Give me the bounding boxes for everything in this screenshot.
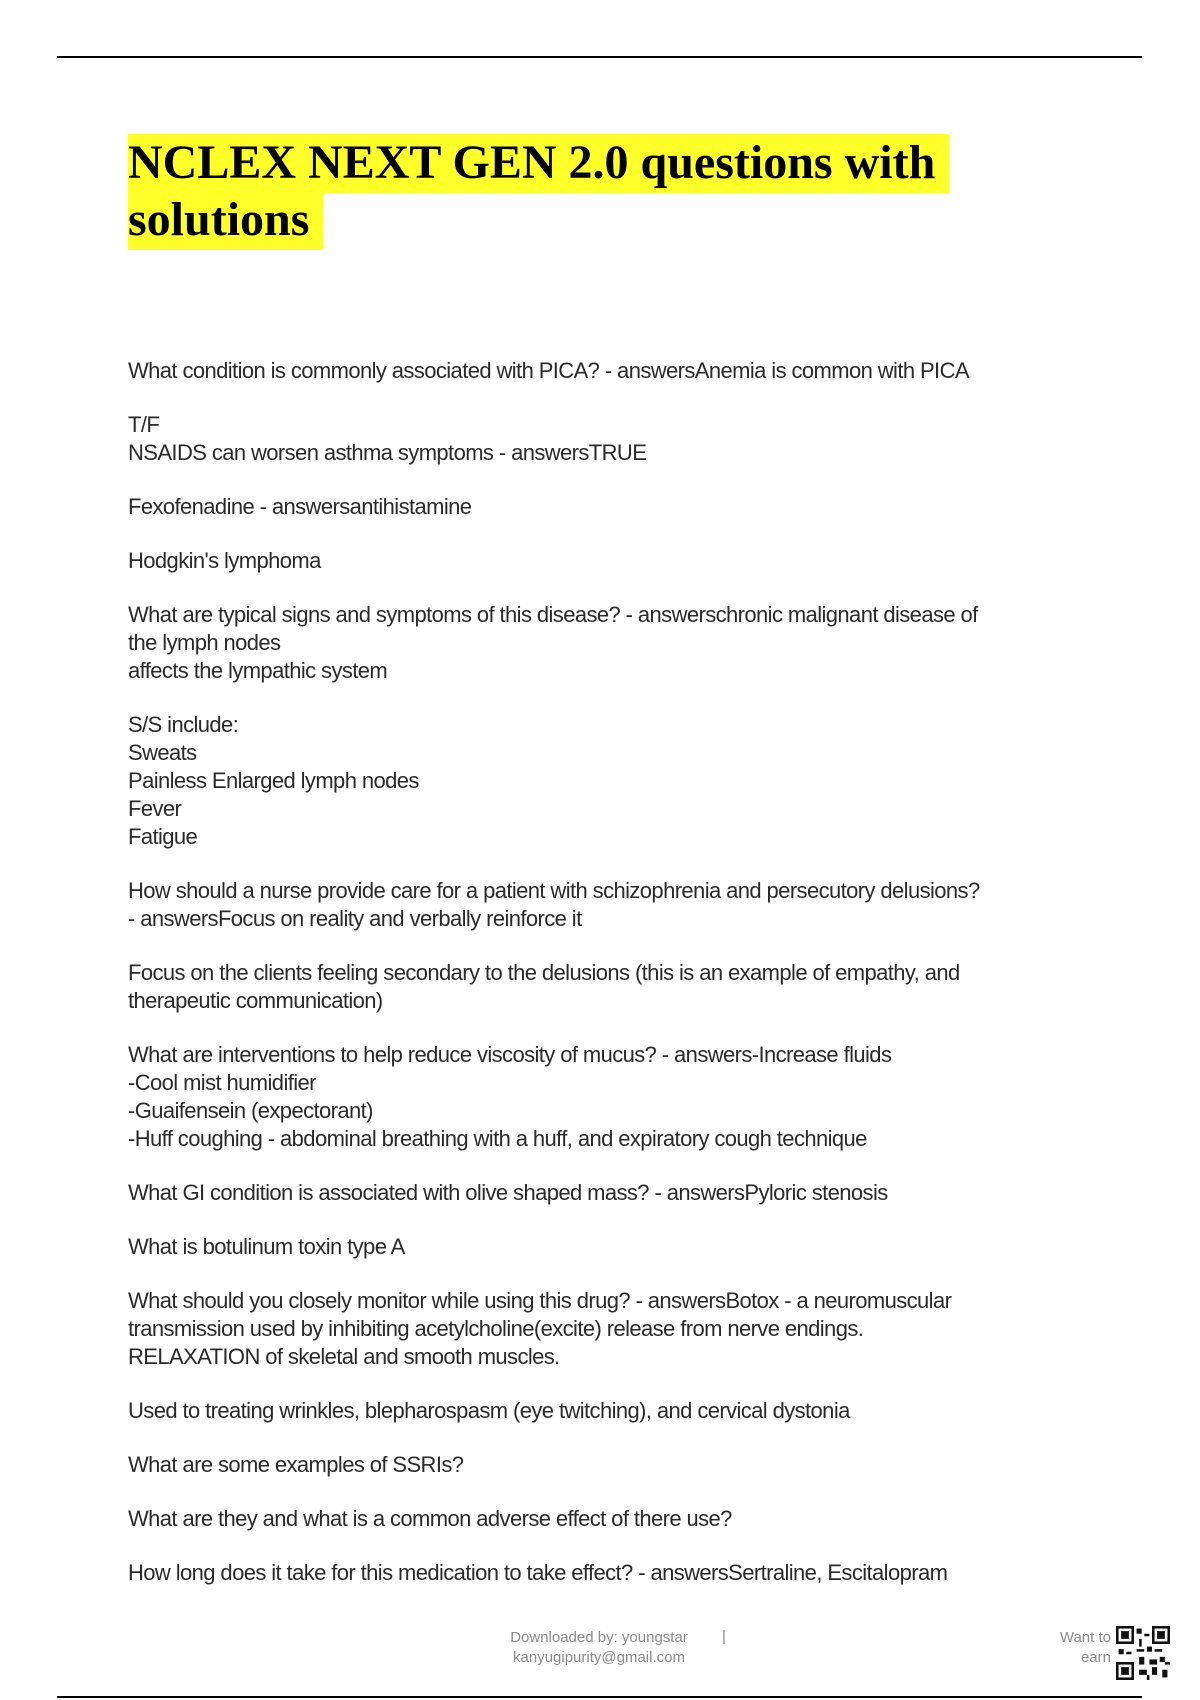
- document-body: [128, 357, 1088, 1613]
- qa-paragraph: [128, 711, 1088, 851]
- bottom-rule: [57, 1696, 1142, 1698]
- paragraph-line: RELAXATION of skeletal and smooth muscles.: [128, 1344, 560, 1369]
- download-credit-email: kanyugipurity@gmail.com: [513, 1649, 685, 1666]
- top-rule: [57, 56, 1142, 58]
- paragraph-line: What is botulinum toxin type A: [128, 1234, 405, 1259]
- qa-paragraph: [128, 1505, 1088, 1533]
- footer-separator: |: [722, 1628, 726, 1645]
- paragraph-line: What are interventions to help reduce viscosity of mucus? - answers-Increase fluids: [128, 1042, 892, 1067]
- paragraph-line: What GI condition is associated with olive shaped mass? - answersPyloric stenosis: [128, 1180, 888, 1205]
- paragraph-line: Hodgkin's lymphoma: [128, 548, 321, 573]
- paragraph-line: the lymph nodes: [128, 630, 281, 655]
- paragraph-line: NSAIDS can worsen asthma symptoms - answersTRUE: [128, 440, 647, 465]
- paragraph-line: T/F: [128, 412, 160, 437]
- qa-paragraph: [128, 1179, 1088, 1207]
- qa-paragraph: [128, 601, 1088, 685]
- paragraph-line: What are they and what is a common adverse effect of there use?: [128, 1506, 732, 1531]
- paragraph-line: therapeutic communication): [128, 988, 383, 1013]
- qa-paragraph: [128, 1559, 1088, 1587]
- download-credit: [474, 1628, 724, 1668]
- earn-promo[interactable]: [1035, 1628, 1111, 1668]
- paragraph-line: -Guaifensein (expectorant): [128, 1098, 373, 1123]
- paragraph-line: What are some examples of SSRIs?: [128, 1452, 464, 1477]
- title-line-2: solutions: [128, 191, 323, 250]
- paragraph-line: Fatigue: [128, 824, 198, 849]
- qa-paragraph: [128, 493, 1088, 521]
- paragraph-line: Sweats: [128, 740, 197, 765]
- qa-paragraph: [128, 1233, 1088, 1261]
- paragraph-line: What condition is commonly associated with PICA? - answersAnemia is common with PICA: [128, 358, 969, 383]
- qa-paragraph: [128, 1451, 1088, 1479]
- qa-paragraph: [128, 1041, 1088, 1153]
- paragraph-line: transmission used by inhibiting acetylcholine(excite) release from nerve endings.: [128, 1316, 864, 1341]
- title-line-1: NCLEX NEXT GEN 2.0 questions with: [128, 134, 949, 193]
- paragraph-line: - answersFocus on reality and verbally reinforce it: [128, 906, 582, 931]
- paragraph-line: affects the lympathic system: [128, 658, 388, 683]
- paragraph-line: Painless Enlarged lymph nodes: [128, 768, 419, 793]
- earn-promo-line-1: Want to: [1059, 1629, 1111, 1646]
- paragraph-line: How long does it take for this medication to take effect? - answersSertraline, Escitalopram: [128, 1560, 948, 1585]
- paragraph-line: Fexofenadine - answersantihistamine: [128, 494, 472, 519]
- qa-paragraph: [128, 1397, 1088, 1425]
- qr-code-icon[interactable]: [1116, 1626, 1170, 1680]
- paragraph-line: Focus on the clients feeling secondary to the delusions (this is an example of empathy, and: [128, 960, 960, 985]
- qa-paragraph: [128, 547, 1088, 575]
- qa-paragraph: [128, 411, 1088, 467]
- paragraph-line: -Cool mist humidifier: [128, 1070, 316, 1095]
- qa-paragraph: [128, 959, 1088, 1015]
- qa-paragraph: [128, 357, 1088, 385]
- paragraph-line: How should a nurse provide care for a patient with schizophrenia and persecutory delusions?: [128, 878, 980, 903]
- qa-paragraph: [128, 1287, 1088, 1371]
- paragraph-line: Used to treating wrinkles, blepharospasm (eye twitching), and cervical dystonia: [128, 1398, 850, 1423]
- paragraph-line: Fever: [128, 796, 182, 821]
- paragraph-line: What should you closely monitor while using this drug? - answersBotox - a neuromuscular: [128, 1288, 952, 1313]
- paragraph-line: -Huff coughing - abdominal breathing with a huff, and expiratory cough technique: [128, 1126, 867, 1151]
- earn-promo-line-2: earn: [1080, 1649, 1111, 1666]
- paragraph-line: What are typical signs and symptoms of this disease? - answerschronic malignant disease of: [128, 602, 978, 627]
- download-credit-line-1: Downloaded by: youngstar: [510, 1629, 688, 1646]
- document-title: [128, 134, 988, 248]
- qa-paragraph: [128, 877, 1088, 933]
- paragraph-line: S/S include:: [128, 712, 239, 737]
